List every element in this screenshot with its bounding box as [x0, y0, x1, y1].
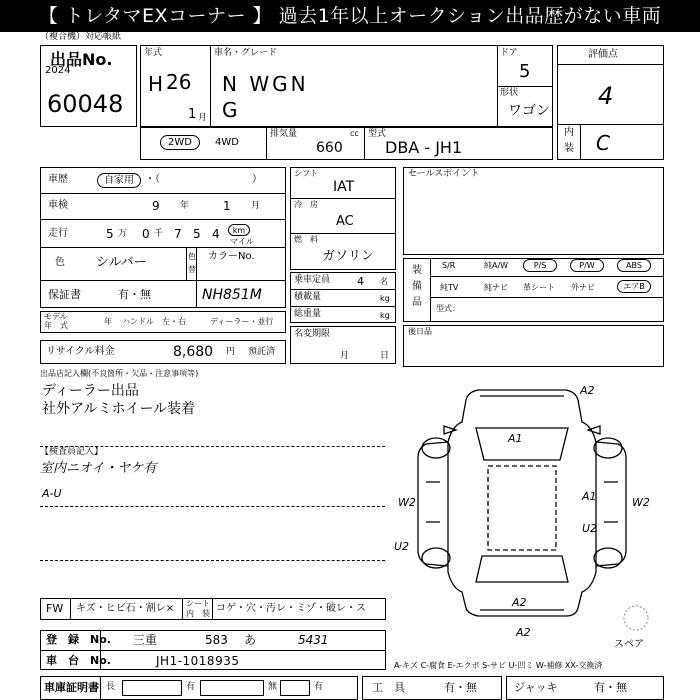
equip-tv: 純TV	[440, 283, 459, 292]
mark-left-panel: W2	[398, 496, 416, 509]
year-value: 26	[166, 70, 192, 94]
inspection-year: 9	[152, 199, 160, 213]
color-change-2: 替	[188, 265, 196, 274]
equip-sr: S/R	[442, 261, 456, 270]
load-label: 積載量	[294, 292, 322, 302]
inspection-month-unit: 月	[251, 201, 261, 211]
equip-leather: 革シート	[523, 283, 555, 292]
shift-label: シフト	[294, 169, 318, 178]
recycle-status: 預託済	[248, 347, 276, 357]
history-close: ）	[252, 174, 262, 185]
jack-label: ジャッキ	[514, 681, 558, 694]
exhibit-line-2: 社外アルミホイール装着	[42, 401, 196, 417]
seat-label-1: シート	[186, 599, 210, 608]
mileage-sen: 0	[142, 227, 150, 241]
capacity-label: 乗車定員	[294, 275, 331, 285]
mark-right-door: A1	[582, 490, 597, 503]
mileage-digit-3: 4	[212, 227, 220, 241]
mileage-man: 5	[106, 227, 114, 241]
equip-abs-circled: ABS	[617, 259, 651, 272]
mark-front-right: A2	[580, 384, 595, 397]
body-label: 形状	[500, 88, 519, 98]
equipment-label-2: 備	[412, 281, 422, 292]
history-extra: ・（	[145, 174, 160, 185]
equipment-label-3: 品	[412, 297, 422, 308]
equipment-label-1: 装	[412, 265, 422, 276]
model-value: DBA - JH1	[385, 138, 463, 157]
tools-label: 工 具	[372, 681, 405, 694]
model-label: 型式	[368, 129, 387, 139]
month-value: 1	[188, 107, 197, 122]
lot-number: 60048	[47, 90, 124, 118]
registration-label: 登 録 No.	[46, 633, 111, 646]
name-change-day: 日	[380, 351, 390, 361]
model-year-label-2: 年 式	[44, 321, 68, 330]
capacity-unit: 名	[380, 277, 388, 286]
mileage-km-circled: km	[228, 224, 250, 236]
recycle-value: 8,680	[173, 344, 214, 360]
form-subtitle: （複合機）対応帳紙	[40, 32, 122, 42]
exhibit-header: 出品店記入欄(不良箇所・欠品・注意事項等)	[40, 369, 199, 378]
warranty-value: 有・無	[118, 288, 151, 301]
model-year-unit: 年	[104, 317, 112, 326]
model-year-label-1: モデル	[44, 312, 68, 321]
tools-value: 有・無	[444, 681, 477, 694]
cert-c: 無	[268, 682, 278, 692]
seat-label-2: 内 装	[186, 609, 210, 618]
mark-hood: A1	[508, 432, 523, 445]
shift-value: IAT	[333, 179, 355, 195]
mileage-label: 走行	[48, 228, 68, 239]
spare-label: スペア	[614, 639, 644, 650]
mileage-man-unit: 万	[118, 229, 128, 239]
car-grade: G	[222, 98, 238, 122]
year-label: 年式	[144, 48, 163, 58]
score-value: 4	[598, 82, 614, 110]
handle: ハンドル 左・右	[122, 317, 186, 326]
color-value: シルバー	[96, 255, 147, 270]
displacement-unit: cc	[350, 129, 359, 138]
fuel-value: ガソリン	[322, 249, 375, 264]
cert-d: 有	[314, 682, 324, 692]
load-unit: kg	[380, 294, 390, 303]
chassis-value: JH1-1018935	[156, 654, 240, 668]
sales-point-box	[403, 167, 664, 255]
equip-ps-circled: P/S	[523, 259, 557, 272]
aircon-value: AC	[336, 214, 354, 229]
lot-label: 出品No.	[50, 50, 113, 69]
drive-2wd-circled: 2WD	[160, 135, 200, 150]
dealer-type: ディーラー・並行	[210, 317, 274, 326]
weight-label: 総重量	[294, 309, 322, 319]
sales-point-label: セールスポイント	[408, 169, 480, 179]
later-items-label: 後日品	[408, 327, 432, 336]
name-change-month: 月	[340, 351, 350, 361]
recycle-label: リサイクル料金	[46, 346, 115, 357]
inspector-line-1: 室内ニオイ・ヤケ有	[40, 461, 157, 476]
color-no-label: カラーNo.	[208, 251, 255, 262]
fuel-label: 燃 料	[294, 235, 318, 244]
inspection-label: 車検	[48, 200, 68, 211]
registration-kana: あ	[244, 633, 257, 647]
fw-label: FW	[46, 602, 64, 615]
auction-banner: 【 トレタマEXコーナー 】 過去1年以上オークション出品歴がない車両	[0, 0, 700, 32]
mileage-digit-2: 5	[193, 227, 201, 241]
year-stamp: 2024	[45, 65, 71, 76]
capacity-value: 4	[357, 275, 364, 288]
mark-left-rear: U2	[394, 540, 410, 553]
jack-value: 有・無	[594, 681, 627, 694]
inspection-month: 1	[223, 199, 231, 213]
displacement-value: 660	[316, 140, 343, 156]
mark-rear: A2	[512, 596, 527, 609]
equip-navi: 純ナビ	[484, 283, 508, 292]
car-name: N WGN	[222, 72, 309, 96]
body-value: ワゴン	[508, 103, 550, 119]
damage-legend: A-キズ C-腐食 E-エクボ S-サビ U-凹ミ W-補修 XX-交換済	[394, 661, 603, 670]
equip-pw-circled: P/W	[570, 259, 604, 272]
mark-right-panel: W2	[632, 496, 650, 509]
door-label: ドア	[500, 48, 518, 58]
mileage-digit-1: 7	[174, 227, 182, 241]
mileage-sen-unit: 千	[154, 229, 164, 239]
door-value: 5	[519, 61, 531, 82]
displacement-label: 排気量	[270, 129, 298, 139]
registration-class: 583	[205, 633, 228, 647]
name-label: 車名・グレード	[214, 48, 278, 58]
drive-4wd: 4WD	[215, 137, 239, 148]
inspection-year-unit: 年	[180, 201, 190, 211]
score-label: 評価点	[588, 49, 618, 60]
equip-model-label: 型式：	[436, 304, 460, 313]
weight-unit: kg	[380, 311, 390, 320]
inspector-label: 【検査員記入】	[40, 447, 104, 457]
cert-label: 車庫証明書	[44, 681, 99, 694]
equip-ext-navi: 外ナビ	[571, 283, 595, 292]
name-change-label: 名変期限	[294, 329, 331, 339]
car-damage-diagram	[394, 382, 688, 639]
color-change-1: 色	[188, 252, 196, 261]
inspector-line-2: A-U	[42, 487, 62, 500]
interior-value: C	[596, 131, 610, 155]
recycle-unit: 円	[226, 347, 236, 357]
equip-airbag-circled: エアB	[617, 280, 651, 293]
cert-a: 長	[106, 682, 116, 692]
era: H	[148, 72, 164, 96]
mileage-mile: マイル	[230, 237, 254, 246]
exhibit-line-1: ディーラー出品	[42, 383, 139, 399]
equip-aw: 純A/W	[484, 261, 509, 270]
color-no-value: NH851M	[202, 287, 262, 303]
spec-row	[140, 127, 553, 160]
interior-label-2: 装	[564, 143, 574, 154]
history-value-circled: 自家用	[97, 173, 141, 188]
seat-defects: コゲ・穴・汚レ・ミゾ・破レ・ス	[216, 603, 366, 614]
fw-defects: キズ・ヒビ石・割レ×	[76, 603, 175, 614]
month-unit: 月	[198, 113, 208, 123]
color-label: 色	[55, 257, 65, 268]
chassis-label: 車 台 No.	[46, 654, 111, 667]
later-items-box	[403, 325, 664, 367]
mark-rear-bottom: A2	[516, 626, 531, 639]
aircon-label: 冷 房	[294, 200, 318, 209]
registration-place: 三重	[133, 633, 158, 647]
cert-b: 有	[186, 682, 196, 692]
history-label: 車歴	[48, 174, 68, 185]
mark-right-rear: U2	[582, 522, 598, 535]
registration-number: 5431	[298, 633, 329, 647]
interior-label-1: 内	[564, 127, 574, 138]
warranty-label: 保証書	[48, 288, 81, 301]
